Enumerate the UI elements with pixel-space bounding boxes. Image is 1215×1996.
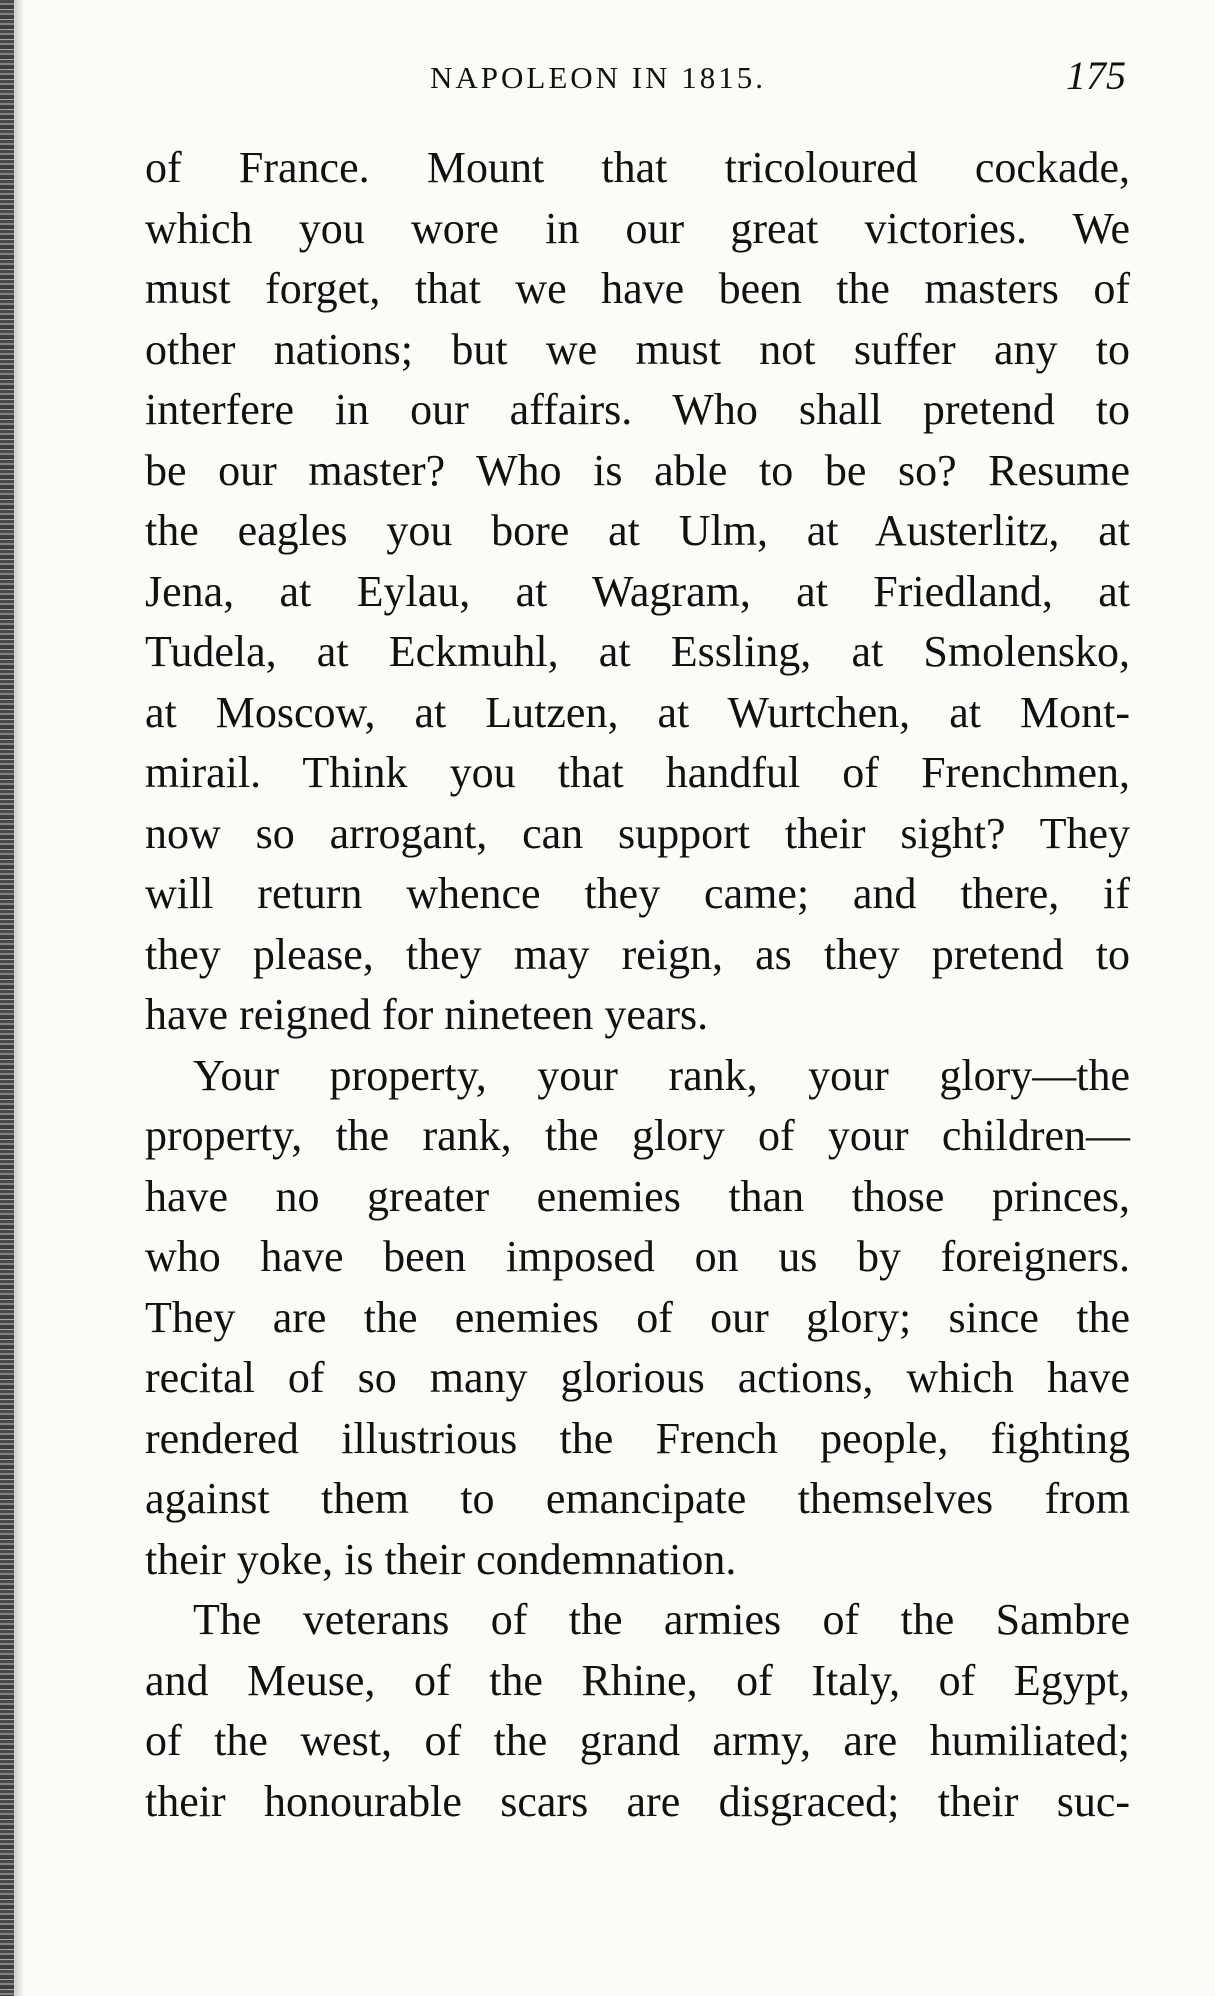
text-line: The veterans of the armies of the Sambre	[193, 1595, 1130, 1644]
text-line: other nations; but we must not suffer any to	[145, 324, 1130, 374]
text-line: property, the rank, the glory of your children—	[145, 1111, 1130, 1160]
running-head	[145, 52, 1130, 112]
book-binding-edge	[0, 0, 14, 1996]
text-line: interfere in our affairs. Who shall pretend to	[145, 385, 1130, 434]
text-line: of France. Mount that tricoloured cockade,	[145, 143, 1130, 192]
text-line: Your property, your rank, your glory—the	[193, 1050, 1130, 1100]
text-line: now so arrogant, can support their sight? They	[145, 808, 1130, 858]
text-line: They are the enemies of our glory; since the	[145, 1292, 1130, 1342]
text-line: against them to emancipate themselves from	[145, 1474, 1130, 1523]
text-line: rendered illustrious the French people, fighting	[145, 1413, 1130, 1463]
paragraph-2	[145, 1046, 1130, 1591]
running-head-title: NAPOLEON IN 1815.	[430, 60, 767, 95]
text-line: will return whence they came; and there, if	[145, 869, 1130, 918]
body-text	[145, 138, 1130, 1832]
text-line: have reigned for nineteen years.	[145, 990, 709, 1039]
text-line: Jena, at Eylau, at Wagram, at Friedland, at	[145, 566, 1130, 616]
text-line: their yoke, is their condemnation.	[145, 1534, 737, 1584]
text-line: have no greater enemies than those princes,	[145, 1171, 1130, 1221]
page-number: 175	[1066, 53, 1126, 98]
text-line: who have been imposed on us by foreigners.	[145, 1232, 1130, 1281]
text-line: Tudela, at Eckmuhl, at Essling, at Smolensko,	[145, 627, 1130, 676]
text-line: must forget, that we have been the masters of	[145, 264, 1130, 313]
paragraph-1	[145, 138, 1130, 1046]
text-line: they please, they may reign, as they pretend to	[145, 929, 1130, 979]
text-line: and Meuse, of the Rhine, of Italy, of Egypt,	[145, 1655, 1130, 1705]
text-line: of the west, of the grand army, are humiliated;	[145, 1716, 1130, 1765]
text-line: at Moscow, at Lutzen, at Wurtchen, at Mont-	[145, 687, 1130, 737]
text-line: be our master? Who is able to be so? Resume	[145, 445, 1130, 495]
text-line: which you wore in our great victories. We	[145, 203, 1130, 253]
gutter-shadow	[14, 0, 24, 1996]
paragraph-3	[145, 1590, 1130, 1832]
text-line: mirail. Think you that handful of Frenchmen,	[145, 748, 1130, 797]
text-line: recital of so many glorious actions, which have	[145, 1353, 1130, 1402]
text-line: their honourable scars are disgraced; their suc-	[145, 1776, 1130, 1826]
text-line: the eagles you bore at Ulm, at Austerlitz, at	[145, 506, 1130, 555]
